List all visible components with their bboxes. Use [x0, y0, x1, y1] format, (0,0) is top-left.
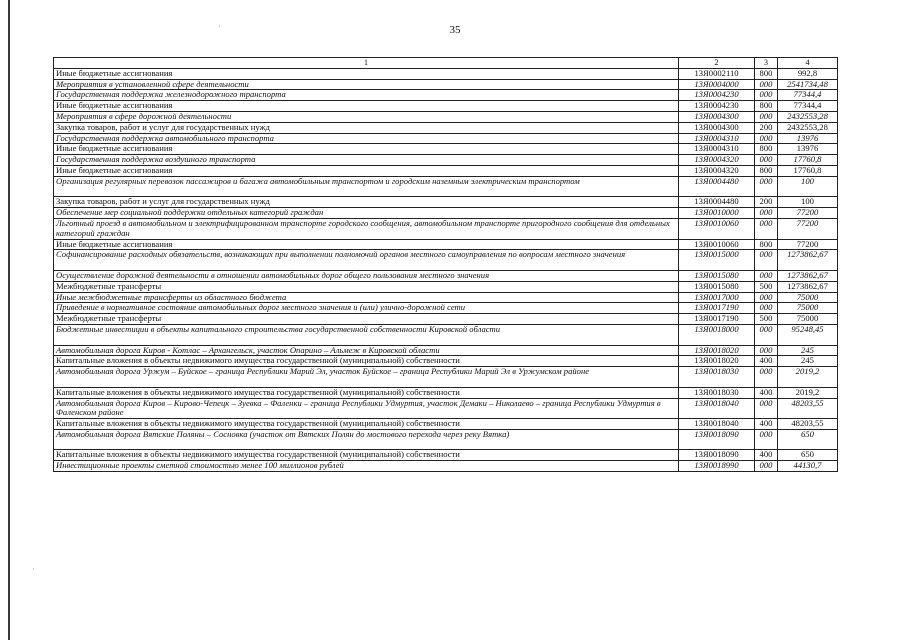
row-name-cell: Капитальные вложения в объекты недвижимого имущества государственной (муниципальной) собственности	[54, 419, 679, 430]
row-code-cell: 13Я0015000	[679, 250, 755, 271]
column-header: 4	[778, 58, 838, 69]
row-group-cell: 800	[755, 101, 778, 112]
row-amount-cell: 75000	[778, 292, 838, 303]
row-group-cell: 000	[755, 461, 778, 472]
row-name-cell: Осуществление дорожной деятельности в отношении автомобильных дорог общего пользования местного значения	[54, 270, 679, 281]
column-header: 2	[679, 58, 755, 69]
row-amount-cell: 100	[778, 176, 838, 197]
row-name-cell: Софинансирование расходных обязательств, возникающих при выполнении полномочий органов местного самоуправления по вопросам местного значения	[54, 250, 679, 271]
row-amount-cell: 17760,8	[778, 165, 838, 176]
row-name-cell: Автомобильная дорога Уржум – Буйское – граница Республики Марий Эл, участок Буйское – граница Республики Марий Эл в Уржумском районе	[54, 367, 679, 388]
row-code-cell: 13Я0004310	[679, 133, 755, 144]
row-code-cell: 13Я0015080	[679, 281, 755, 292]
scan-speck: ·	[218, 22, 221, 31]
table-row	[54, 79, 838, 90]
row-code-cell: 13Я0018020	[679, 356, 755, 367]
row-amount-cell: 13976	[778, 144, 838, 155]
row-name-cell: Автомобильная дорога Киров - Котлас – Архангельск, участок Опарино – Альмеж в Кировской области	[54, 345, 679, 356]
table-row	[54, 324, 838, 345]
table-row	[54, 111, 838, 122]
row-name-cell: Государственная поддержка воздушного транспорта	[54, 155, 679, 166]
row-code-cell: 13Я0004300	[679, 111, 755, 122]
row-code-cell: 13Я0004300	[679, 122, 755, 133]
header-row	[54, 58, 838, 69]
row-name-cell: Государственная поддержка железнодорожного транспорта	[54, 90, 679, 101]
row-name-cell: Организация регулярных перевозок пассажиров и багажа автомобильным транспортом и городским наземным электрическим транспортом	[54, 176, 679, 197]
row-code-cell: 13Я0010060	[679, 239, 755, 250]
row-code-cell: 13Я0018030	[679, 367, 755, 388]
page-edge-rule	[8, 0, 10, 640]
row-group-cell: 000	[755, 345, 778, 356]
row-amount-cell: 245	[778, 356, 838, 367]
row-group-cell: 400	[755, 356, 778, 367]
row-name-cell: Автомобильная дорога Киров – Кирово-Чепецк – Зуевка – Фаленки – граница Республики Удмуртия, участок Демаки – Николаево – граница Республики Удмуртия в Фаленском районе	[54, 398, 679, 419]
row-group-cell: 800	[755, 68, 778, 79]
row-amount-cell: 650	[778, 450, 838, 461]
row-amount-cell: 48203,55	[778, 398, 838, 419]
row-group-cell: 200	[755, 197, 778, 208]
row-name-cell: Автомобильная дорога Вятские Поляны – Сосновка (участок от Вятских Полян до мостового перехода через реку Вятка)	[54, 429, 679, 450]
row-name-cell: Обеспечение мер социальной поддержки отдельных категорий граждан	[54, 208, 679, 219]
row-code-cell: 13Я0004480	[679, 197, 755, 208]
table-row	[54, 101, 838, 112]
row-group-cell: 400	[755, 450, 778, 461]
row-amount-cell: 245	[778, 345, 838, 356]
row-group-cell: 000	[755, 292, 778, 303]
row-name-cell: Капитальные вложения в объекты недвижимого имущества государственной (муниципальной) собственности	[54, 387, 679, 398]
row-amount-cell: 992,8	[778, 68, 838, 79]
row-group-cell: 000	[755, 133, 778, 144]
row-name-cell: Бюджетные инвестиции в объекты капитального строительства государственной собственности Кировской области	[54, 324, 679, 345]
row-group-cell: 000	[755, 324, 778, 345]
table-row	[54, 356, 838, 367]
table-row	[54, 218, 838, 239]
row-name-cell: Инвестиционные проекты сметной стоимостью менее 100 миллионов рублей	[54, 461, 679, 472]
row-amount-cell: 1273862,67	[778, 270, 838, 281]
row-group-cell: 000	[755, 367, 778, 388]
row-code-cell: 13Я0018000	[679, 324, 755, 345]
row-group-cell: 000	[755, 90, 778, 101]
table-row	[54, 281, 838, 292]
row-group-cell: 000	[755, 155, 778, 166]
row-amount-cell: 13976	[778, 133, 838, 144]
row-amount-cell: 2541734,48	[778, 79, 838, 90]
row-group-cell: 500	[755, 314, 778, 325]
table-row	[54, 250, 838, 271]
table-row	[54, 450, 838, 461]
table-row	[54, 239, 838, 250]
table-row	[54, 398, 838, 419]
row-code-cell: 13Я0010000	[679, 208, 755, 219]
row-code-cell: 13Я0002110	[679, 68, 755, 79]
budget-table	[53, 57, 838, 472]
table-row	[54, 208, 838, 219]
column-header: 3	[755, 58, 778, 69]
row-name-cell: Мероприятия в установленной сфере деятельности	[54, 79, 679, 90]
table-row	[54, 197, 838, 208]
row-code-cell: 13Я0017190	[679, 314, 755, 325]
table-row	[54, 345, 838, 356]
row-code-cell: 13Я0015080	[679, 270, 755, 281]
table-row	[54, 90, 838, 101]
row-group-cell: 800	[755, 165, 778, 176]
row-amount-cell: 100	[778, 197, 838, 208]
table-row	[54, 68, 838, 79]
row-name-cell: Межбюджетные трансферты	[54, 281, 679, 292]
row-name-cell: Иные бюджетные ассигнования	[54, 101, 679, 112]
row-amount-cell: 650	[778, 429, 838, 450]
row-code-cell: 13Я0018090	[679, 429, 755, 450]
row-group-cell: 400	[755, 419, 778, 430]
row-name-cell: Закупка товаров, работ и услуг для государственных нужд	[54, 197, 679, 208]
row-amount-cell: 48203,55	[778, 419, 838, 430]
row-name-cell: Приведение в нормативное состояние автомобильных дорог местного значения и (или) улично-дорожной сети	[54, 303, 679, 314]
row-code-cell: 13Я0018020	[679, 345, 755, 356]
row-code-cell: 13Я0018990	[679, 461, 755, 472]
table-row	[54, 165, 838, 176]
row-amount-cell: 77200	[778, 239, 838, 250]
row-group-cell: 000	[755, 429, 778, 450]
row-group-cell: 000	[755, 398, 778, 419]
row-group-cell: 000	[755, 303, 778, 314]
row-code-cell: 13Я0004000	[679, 79, 755, 90]
row-group-cell: 000	[755, 208, 778, 219]
row-code-cell: 13Я0004310	[679, 144, 755, 155]
column-header: 1	[54, 58, 679, 69]
row-group-cell: 200	[755, 122, 778, 133]
table-row	[54, 429, 838, 450]
row-code-cell: 13Я0004230	[679, 90, 755, 101]
row-name-cell: Закупка товаров, работ и услуг для государственных нужд	[54, 122, 679, 133]
row-group-cell: 500	[755, 281, 778, 292]
table-row	[54, 176, 838, 197]
table-row	[54, 292, 838, 303]
row-group-cell: 000	[755, 111, 778, 122]
row-code-cell: 13Я0004320	[679, 155, 755, 166]
table-row	[54, 461, 838, 472]
row-amount-cell: 2432553,28	[778, 122, 838, 133]
table-row	[54, 122, 838, 133]
row-name-cell: Иные бюджетные ассигнования	[54, 165, 679, 176]
row-name-cell: Иные бюджетные ассигнования	[54, 68, 679, 79]
row-code-cell: 13Я0018040	[679, 419, 755, 430]
row-amount-cell: 77344,4	[778, 101, 838, 112]
row-group-cell: 800	[755, 239, 778, 250]
row-code-cell: 13Я0004320	[679, 165, 755, 176]
row-code-cell: 13Я0004480	[679, 176, 755, 197]
table-row	[54, 270, 838, 281]
row-code-cell: 13Я0017190	[679, 303, 755, 314]
row-amount-cell: 1273862,67	[778, 250, 838, 271]
row-code-cell: 13Я0017000	[679, 292, 755, 303]
row-group-cell: 000	[755, 176, 778, 197]
row-group-cell: 800	[755, 144, 778, 155]
row-amount-cell: 75000	[778, 314, 838, 325]
row-amount-cell: 44130,7	[778, 461, 838, 472]
table-row	[54, 367, 838, 388]
row-amount-cell: 77200	[778, 218, 838, 239]
row-amount-cell: 95248,45	[778, 324, 838, 345]
table-row	[54, 155, 838, 166]
row-amount-cell: 2019,2	[778, 367, 838, 388]
table-row	[54, 144, 838, 155]
row-code-cell: 13Я0004230	[679, 101, 755, 112]
row-amount-cell: 1273862,67	[778, 281, 838, 292]
row-name-cell: Капитальные вложения в объекты недвижимого имущества государственной (муниципальной) собственности	[54, 450, 679, 461]
row-name-cell: Льготный проезд в автомобильном и электрифицированном транспорте городского сообщения, автомобильном транспорте пригородного сообщения для отдельных категорий граждан	[54, 218, 679, 239]
table-row	[54, 387, 838, 398]
row-name-cell: Мероприятия в сфере дорожной деятельности	[54, 111, 679, 122]
row-code-cell: 13Я0010060	[679, 218, 755, 239]
table-row	[54, 419, 838, 430]
row-amount-cell: 77200	[778, 208, 838, 219]
row-group-cell: 400	[755, 387, 778, 398]
table-row	[54, 303, 838, 314]
row-code-cell: 13Я0018030	[679, 387, 755, 398]
table-row	[54, 133, 838, 144]
row-name-cell: Государственная поддержка автомобильного транспорта	[54, 133, 679, 144]
row-group-cell: 000	[755, 218, 778, 239]
row-code-cell: 13Я0018040	[679, 398, 755, 419]
row-name-cell: Иные межбюджетные трансферты из областного бюджета	[54, 292, 679, 303]
row-name-cell: Межбюджетные трансферты	[54, 314, 679, 325]
row-group-cell: 000	[755, 270, 778, 281]
row-amount-cell: 77344,4	[778, 90, 838, 101]
row-group-cell: 000	[755, 250, 778, 271]
scan-speck: ·	[32, 565, 35, 574]
row-name-cell: Иные бюджетные ассигнования	[54, 239, 679, 250]
row-name-cell: Иные бюджетные ассигнования	[54, 144, 679, 155]
row-code-cell: 13Я0018090	[679, 450, 755, 461]
row-amount-cell: 17760,8	[778, 155, 838, 166]
row-name-cell: Капитальные вложения в объекты недвижимого имущества государственной (муниципальной) собственности	[54, 356, 679, 367]
table-row	[54, 314, 838, 325]
row-amount-cell: 2019,2	[778, 387, 838, 398]
row-amount-cell: 75000	[778, 303, 838, 314]
row-group-cell: 000	[755, 79, 778, 90]
row-amount-cell: 2432553,28	[778, 111, 838, 122]
page-number: 35	[449, 24, 461, 36]
